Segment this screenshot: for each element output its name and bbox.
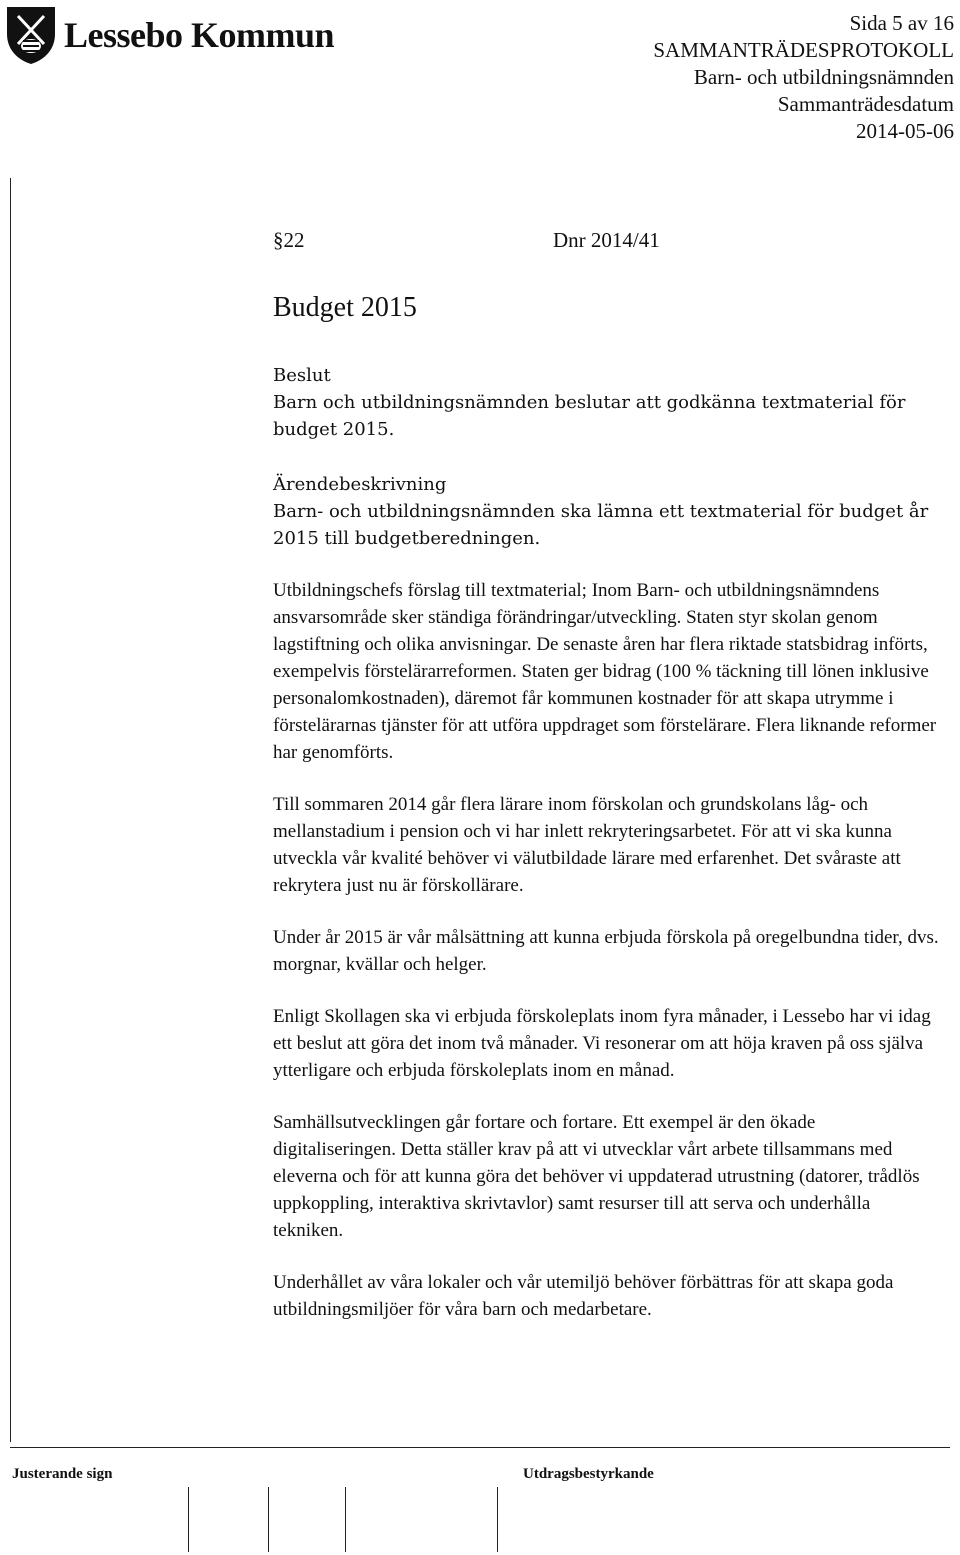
page-number: Sida 5 av 16: [849, 11, 954, 35]
paragraph-2: Till sommaren 2014 går flera lärare inom förskolan och grundskolans låg- och mellanstadium i pension och vi har inlett rekryteringsarbetet. För att vi ska kunna utveckla vår kvalité behöver vi välutbildade lärare med erfarenhet. Det svåraste att rekrytera just nu är förskollärare.: [273, 794, 901, 896]
document-type: SAMMANTRÄDESPROTOKOLL: [653, 38, 954, 62]
document-body: [273, 228, 943, 1323]
paragraph-3: Under år 2015 är vår målsättning att kunna erbjuda förskola på oregelbundna tider, dvs. morgnar, kvällar och helger.: [273, 927, 939, 975]
paragraph-6: Underhållet av våra lokaler och vår utemiljö behöver förbättras för att skapa goda utbildningsmiljöer för våra barn och medarbetare.: [273, 1272, 894, 1320]
decision-heading: Beslut: [273, 365, 331, 386]
meeting-date: 2014-05-06: [856, 119, 954, 143]
description-text: Barn- och utbildningsnämnden ska lämna ett textmaterial för budget år 2015 till budgetberedningen.: [273, 501, 929, 549]
paragraph-1: Utbildningschefs förslag till textmaterial; Inom Barn- och utbildningsnämndens ansvarsområde sker ständiga förändringar/utveckling. Staten styr skolan genom lagstiftning och olika anvisningar. De senaste åren har flera riktade statsbidrag införts, exempelvis förstelärarreformen. Staten ger bidrag (100 % täckning till lönen inklusive personalomkostnaden), däremot får kommunen kostnader för att skapa utrymme i förstelärarnas tjänster för att utföra uppdraget som förstelärare. Flera liknande reformer har genomförts.: [273, 580, 937, 763]
diary-number: Dnr 2014/41: [553, 228, 660, 252]
item-title: Budget 2015: [273, 292, 417, 323]
left-margin-rule: [10, 178, 11, 1442]
committee-name: Barn- och utbildningsnämnden: [693, 65, 954, 89]
sign-label: Justerande sign: [12, 1466, 113, 1482]
section-line: [273, 228, 943, 253]
decision-text: Barn och utbildningsnämnden beslutar att godkänna textmaterial för budget 2015.: [273, 392, 906, 440]
signature-box-divider: [345, 1487, 346, 1552]
signature-box-divider: [497, 1487, 498, 1552]
signature-box-divider: [268, 1487, 269, 1552]
document-header: [653, 10, 954, 145]
logo-text: Lessebo Kommun: [64, 15, 335, 55]
description-heading: Ärendebeskrivning: [273, 474, 447, 495]
footer-rule: [10, 1447, 950, 1448]
section-number: §22: [273, 228, 305, 252]
date-label: Sammanträdesdatum: [777, 92, 954, 116]
extract-label: Utdragsbestyrkande: [523, 1466, 654, 1482]
coat-of-arms-icon: [4, 4, 58, 66]
municipality-logo: [4, 4, 334, 66]
signature-box-divider: [188, 1487, 189, 1552]
paragraph-4: Enligt Skollagen ska vi erbjuda förskoleplats inom fyra månader, i Lessebo har vi idag ett beslut att göra det inom två månader. Vi resonerar om att höja kraven på oss själva ytterligare och erbjuda förskoleplats inom en månad.: [273, 1006, 931, 1081]
paragraph-5: Samhällsutvecklingen går fortare och fortare. Ett exempel är den ökade digitaliseringen. Detta ställer krav på att vi utvecklar vårt arbete tillsammans med eleverna och för att kunna göra det behöver vi uppdaterad utrustning (datorer, trådlös uppkoppling, interaktiva skrivtavlor) samt resurser till att serva och underhålla tekniken.: [273, 1112, 920, 1241]
